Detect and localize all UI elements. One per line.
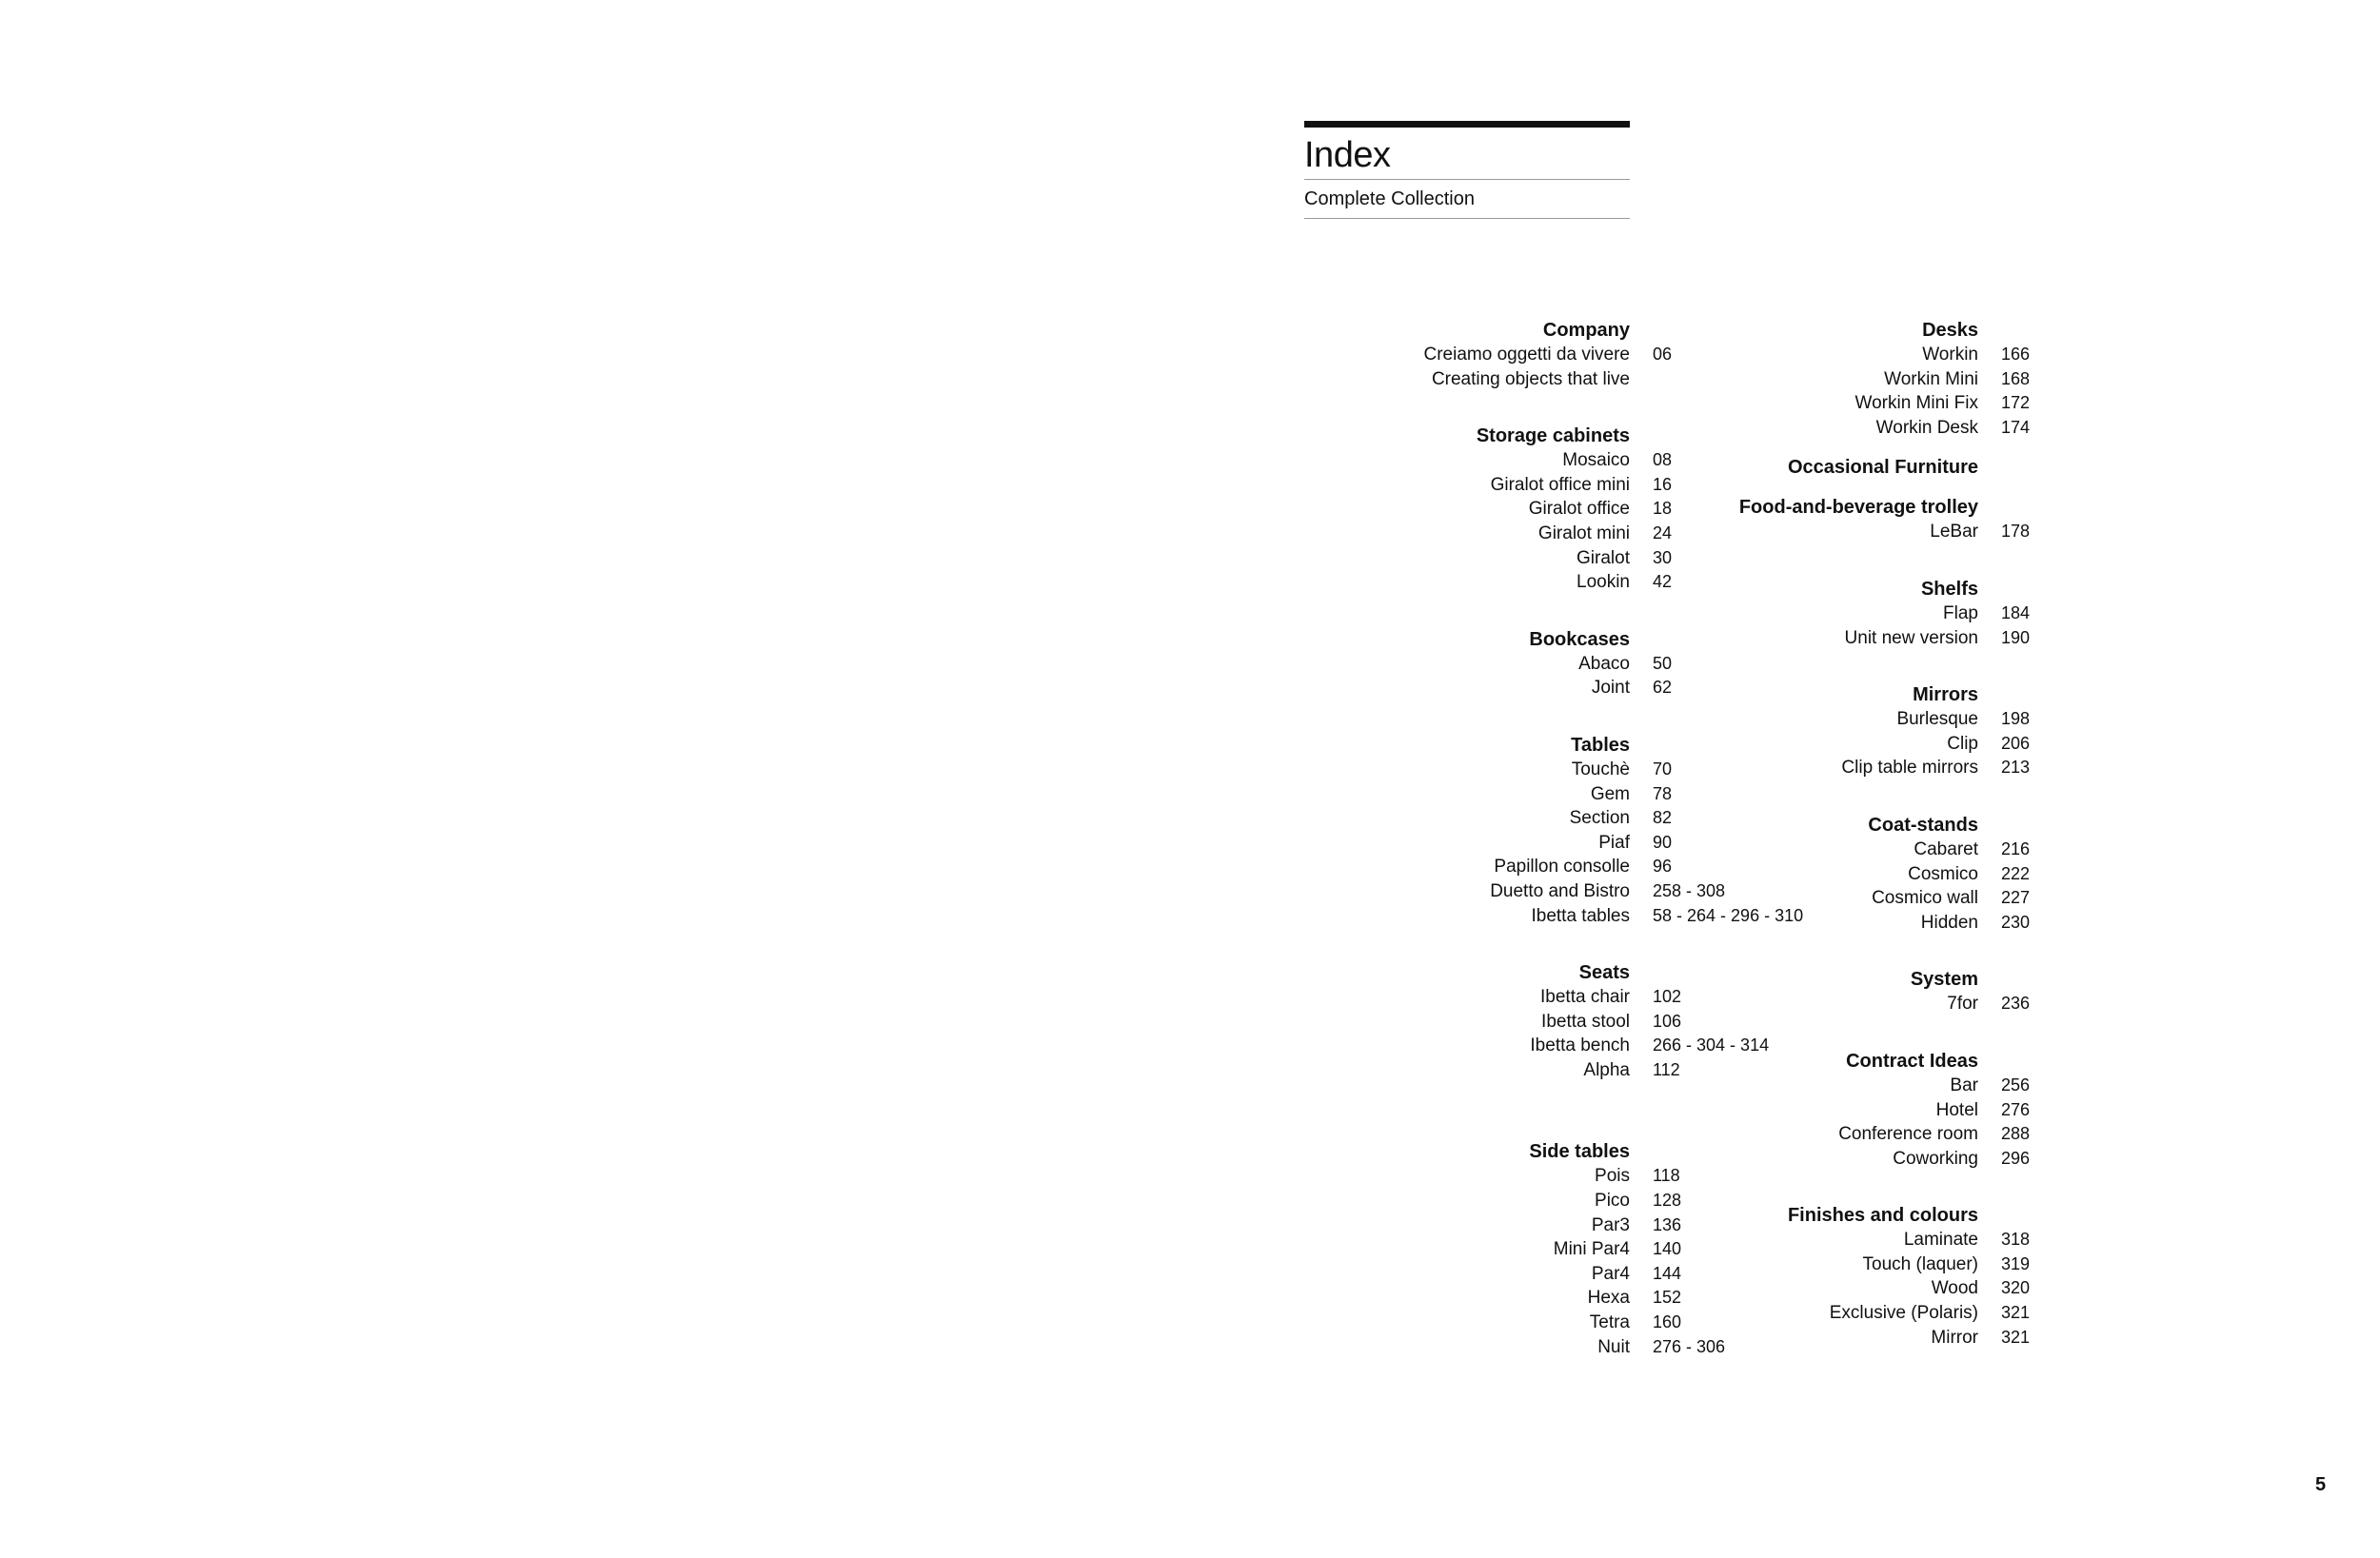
section-heading: Tables (1571, 734, 1630, 756)
section-heading: Occasional Furniture (1787, 457, 1978, 479)
entry-name: Joint (1591, 678, 1630, 699)
entry-pages: 321 (2001, 1303, 2031, 1323)
entry-name: Hidden (1920, 912, 1978, 933)
entry-name: Giralot office mini (1490, 474, 1630, 495)
index-entry (1656, 732, 2077, 757)
entry-pages: 50 (1653, 653, 1673, 673)
section-heading: Storage cabinets (1476, 425, 1630, 447)
index-entry (1656, 626, 2077, 651)
section-heading: Desks (1922, 320, 1978, 341)
entry-name: Tetra (1589, 1312, 1630, 1333)
entry-name: Piaf (1598, 832, 1630, 853)
entry-pages: 230 (2001, 912, 2031, 932)
index-entry (1656, 1326, 2077, 1351)
entry-pages: 112 (1653, 1059, 1680, 1079)
index-entry (1656, 707, 2077, 732)
index-entry (1656, 1252, 2077, 1277)
entry-name: Pico (1595, 1191, 1630, 1212)
entry-pages: 320 (2001, 1278, 2031, 1298)
index-entry (1656, 911, 2077, 936)
entry-pages: 206 (2001, 733, 2031, 753)
section-heading: Side tables (1529, 1141, 1630, 1163)
page-number: 5 (2315, 1474, 2327, 1495)
index-entry (1656, 992, 2077, 1016)
entry-pages: 06 (1653, 345, 1673, 364)
index-section (1656, 813, 2077, 935)
entry-name: Workin Mini Fix (1854, 393, 1978, 414)
entry-name: Par4 (1591, 1263, 1630, 1284)
entry-pages: 236 (2001, 994, 2031, 1014)
entry-pages: 168 (2001, 368, 2031, 388)
entry-name: Nuit (1597, 1336, 1630, 1357)
entry-name: Pois (1595, 1166, 1630, 1187)
index-entry (1656, 838, 2077, 862)
entry-pages: 106 (1653, 1011, 1682, 1031)
entry-pages: 70 (1653, 759, 1673, 779)
entry-name: Clip table mirrors (1841, 758, 1978, 779)
entry-name: Flap (1943, 602, 1978, 623)
index-section (1656, 682, 2077, 780)
index-entry (1656, 1074, 2077, 1098)
index-column-right (1656, 318, 2077, 1350)
entry-name: LeBar (1930, 522, 1978, 542)
entry-name: 7for (1947, 994, 1978, 1015)
entry-name: Mosaico (1562, 450, 1630, 471)
index-entry (1656, 391, 2077, 416)
entry-name: Giralot mini (1537, 523, 1630, 543)
entry-name: Workin (1922, 345, 1978, 365)
section-heading: Coat-stands (1868, 814, 1978, 836)
entry-pages: 62 (1653, 678, 1673, 698)
entry-name: Papillon consolle (1494, 857, 1630, 878)
entry-pages: 276 (2001, 1099, 2031, 1119)
entry-name: Cabaret (1914, 838, 1978, 859)
index-section (1656, 967, 2077, 1016)
index-section (1656, 1203, 2077, 1350)
entry-pages: 276 - 306 (1653, 1336, 1726, 1356)
entry-pages: 42 (1653, 572, 1673, 592)
entry-pages: 144 (1653, 1263, 1682, 1283)
entry-pages: 190 (2001, 627, 2031, 647)
entry-name: Burlesque (1896, 709, 1978, 730)
entry-name: Gem (1590, 783, 1630, 804)
entry-name: Clip (1947, 733, 1978, 754)
entry-name: Unit new version (1844, 627, 1978, 648)
entry-pages: 152 (1653, 1288, 1682, 1308)
entry-pages: 222 (2001, 863, 2031, 883)
entry-name: Giralot (1577, 547, 1630, 568)
index-entry (1656, 1122, 2077, 1147)
entry-pages: 174 (2001, 417, 2031, 437)
page-title: Index (1304, 135, 1391, 175)
entry-name: Abaco (1578, 653, 1630, 674)
entry-pages: 266 - 304 - 314 (1653, 1035, 1770, 1055)
entry-name: Workin Mini (1884, 368, 1978, 389)
index-entry (1656, 1228, 2077, 1252)
entry-name: Creiamo oggetti da vivere (1423, 345, 1630, 365)
section-heading: Mirrors (1913, 684, 1978, 706)
index-section (1656, 495, 2077, 544)
entry-name: Coworking (1893, 1148, 1978, 1169)
entry-pages: 140 (1653, 1239, 1682, 1259)
entry-pages: 216 (2001, 838, 2031, 858)
entry-name: Mini Par4 (1553, 1239, 1630, 1260)
entry-name: Cosmico (1908, 863, 1978, 884)
entry-name: Touch (laquer) (1862, 1253, 1978, 1274)
entry-pages: 213 (2001, 758, 2031, 778)
entry-pages: 172 (2001, 393, 2031, 413)
entry-pages: 178 (2001, 522, 2031, 542)
entry-name: Wood (1931, 1278, 1978, 1299)
entry-pages: 118 (1653, 1166, 1680, 1186)
section-heading: Bookcases (1529, 628, 1630, 650)
entry-name: Ibetta stool (1541, 1011, 1630, 1032)
entry-name: Section (1569, 808, 1630, 829)
section-heading: Company (1542, 320, 1630, 341)
index-entry (1656, 343, 2077, 367)
header-bottom-rule (1304, 218, 1630, 219)
entry-name: Hotel (1935, 1099, 1978, 1120)
section-heading: System (1910, 969, 1978, 991)
entry-name: Cosmico wall (1872, 888, 1978, 909)
entry-name: Conference room (1838, 1124, 1978, 1145)
index-entry (1656, 1276, 2077, 1301)
section-heading: Contract Ideas (1846, 1050, 1978, 1072)
entry-name: Ibetta chair (1540, 987, 1630, 1008)
entry-pages: 58 - 264 - 296 - 310 (1653, 905, 1804, 925)
entry-name: Laminate (1903, 1230, 1978, 1251)
entry-name: Bar (1950, 1075, 1978, 1095)
entry-pages: 102 (1653, 987, 1682, 1007)
entry-pages: 227 (2001, 888, 2031, 908)
entry-pages: 318 (2001, 1230, 2031, 1250)
entry-pages: 96 (1653, 857, 1673, 877)
entry-pages: 90 (1653, 832, 1673, 852)
index-section (1656, 455, 2077, 480)
entry-name: Touchè (1571, 759, 1630, 779)
index-entry (1656, 367, 2077, 392)
index-entry (1656, 756, 2077, 780)
index-section (1656, 577, 2077, 650)
entry-name: Par3 (1591, 1214, 1630, 1235)
entry-pages: 296 (2001, 1148, 2031, 1168)
header-thick-rule (1304, 121, 1630, 128)
section-heading: Finishes and colours (1787, 1205, 1978, 1227)
entry-pages: 160 (1653, 1312, 1682, 1332)
entry-name: Giralot office (1528, 499, 1630, 520)
entry-pages: 16 (1653, 474, 1673, 494)
section-heading: Shelfs (1920, 578, 1978, 600)
entry-pages: 321 (2001, 1327, 2031, 1347)
entry-name: Workin Desk (1875, 417, 1978, 438)
index-header (1304, 121, 1630, 219)
entry-pages: 24 (1653, 523, 1673, 542)
entry-name: Mirror (1931, 1327, 1978, 1348)
entry-name: Hexa (1587, 1288, 1630, 1309)
index-section (1656, 1049, 2077, 1171)
entry-pages: 319 (2001, 1253, 2031, 1273)
index-entry (1656, 520, 2077, 544)
index-entry (1656, 886, 2077, 911)
entry-pages: 78 (1653, 783, 1673, 803)
entry-name: Alpha (1583, 1059, 1630, 1080)
entry-pages: 08 (1653, 450, 1673, 470)
index-entry (1656, 862, 2077, 887)
entry-pages: 18 (1653, 499, 1673, 519)
index-section (1656, 318, 2077, 440)
entry-name: Ibetta bench (1530, 1035, 1630, 1056)
entry-pages: 82 (1653, 808, 1673, 828)
entry-pages: 128 (1653, 1191, 1682, 1211)
entry-pages: 258 - 308 (1653, 880, 1726, 900)
entry-pages: 184 (2001, 602, 2031, 622)
entry-pages: 30 (1653, 547, 1673, 567)
entry-name: Duetto and Bistro (1490, 880, 1630, 901)
section-heading: Food-and-beverage trolley (1738, 497, 1978, 519)
index-entry (1656, 1098, 2077, 1123)
entry-pages: 198 (2001, 709, 2031, 729)
entry-name: Exclusive (Polaris) (1829, 1303, 1978, 1324)
entry-name: Ibetta tables (1531, 905, 1630, 926)
entry-pages: 136 (1653, 1214, 1682, 1234)
section-heading: Seats (1578, 962, 1630, 984)
index-entry (1656, 602, 2077, 626)
index-entry (1656, 1147, 2077, 1172)
index-entry (1656, 416, 2077, 441)
index-entry (1656, 1301, 2077, 1326)
entry-pages: 256 (2001, 1075, 2031, 1095)
entry-name: Creating objects that live (1431, 368, 1630, 389)
page-subtitle: Complete Collection (1304, 188, 1475, 209)
entry-pages: 288 (2001, 1124, 2031, 1144)
entry-name: Lookin (1577, 572, 1630, 593)
entry-pages: 166 (2001, 345, 2031, 364)
